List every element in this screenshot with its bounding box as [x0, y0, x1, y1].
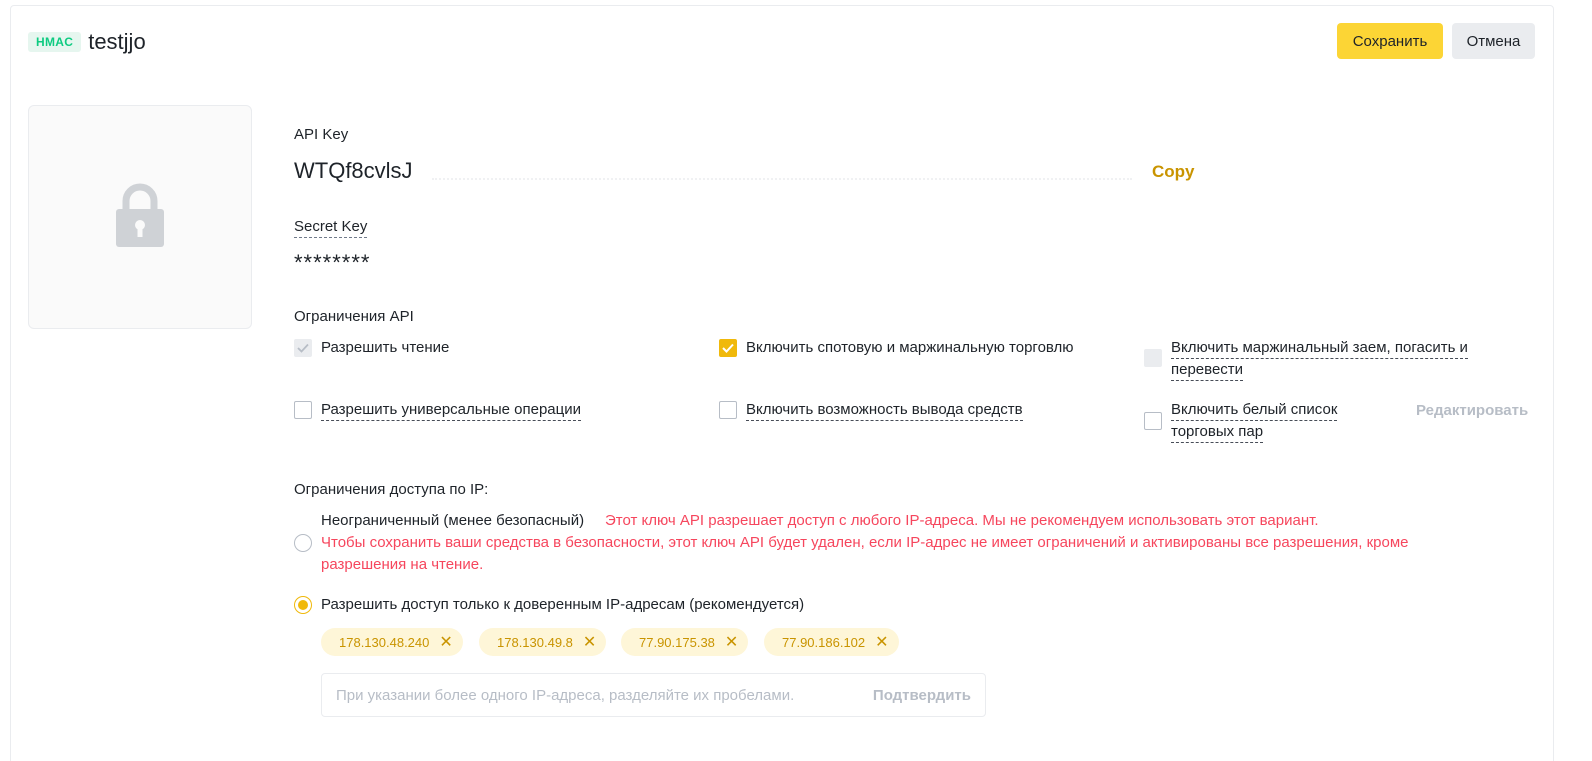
lock-icon — [112, 181, 168, 254]
spot-margin-trading-label: Включить спотовую и маржинальную торговлю — [746, 339, 1074, 356]
read-permission-checkbox — [294, 339, 312, 357]
close-icon[interactable]: ✕ — [439, 634, 453, 651]
universal-transfer-label: Разрешить универсальные операции — [321, 401, 581, 421]
key-name: testjjo — [88, 29, 146, 54]
copy-api-key-link[interactable]: Copy — [1152, 162, 1195, 181]
ip-address: 77.90.175.38 — [639, 634, 715, 650]
unrestricted-warning-2: Чтобы сохранить ваши средства в безопасности, этот ключ API будет удален, если IP-адрес не имеет ограничений и активированы все разрешения, кроме — [321, 534, 1409, 551]
trusted-ip-label: Разрешить доступ только к доверенным IP-адресам (рекомендуется) — [321, 596, 805, 613]
ip-chip — [321, 628, 463, 656]
api-key-label: API Key — [294, 126, 349, 143]
confirm-ip-button[interactable]: Подтвердить — [872, 686, 971, 704]
ip-address: 178.130.49.8 — [497, 634, 573, 650]
spot-margin-trading-checkbox[interactable] — [719, 339, 737, 357]
qr-code-placeholder — [28, 105, 252, 329]
check-icon — [297, 343, 309, 353]
hmac-badge: HMAC — [28, 32, 81, 52]
universal-transfer-checkbox[interactable] — [294, 401, 312, 419]
withdrawals-checkbox[interactable] — [719, 401, 737, 419]
close-icon[interactable]: ✕ — [875, 634, 889, 651]
close-icon[interactable]: ✕ — [724, 634, 739, 651]
ip-address: 178.130.48.240 — [339, 634, 430, 650]
read-permission-label: Разрешить чтение — [321, 339, 450, 356]
api-key-redaction — [432, 162, 1132, 180]
close-icon[interactable]: ✕ — [582, 634, 597, 651]
ip-input-container — [321, 673, 986, 717]
ip-chip — [764, 628, 899, 656]
key-header — [28, 24, 146, 60]
check-icon — [722, 343, 734, 353]
margin-loan-label: Включить маржинальный заем, погасить и перевести — [1171, 339, 1468, 381]
ip-chip — [621, 628, 748, 656]
ip-address: 77.90.186.102 — [782, 634, 866, 650]
ip-address-input[interactable] — [336, 687, 857, 704]
unrestricted-warning-3: разрешения на чтение. — [321, 556, 484, 573]
trusted-ip-radio[interactable] — [294, 596, 312, 614]
unrestricted-ip-radio[interactable] — [294, 534, 312, 552]
save-button[interactable]: Сохранить — [1337, 23, 1443, 59]
symbol-whitelist-checkbox[interactable] — [1144, 412, 1162, 430]
ip-restrictions-title: Ограничения доступа по IP: — [294, 481, 489, 498]
secret-key-value: ******** — [294, 250, 371, 275]
api-key-value: WTQf8cvlsJ — [294, 158, 413, 183]
restrictions-title: Ограничения API — [294, 308, 414, 325]
unrestricted-warning-1: Этот ключ API разрешает доступ с любого IP-адреса. Мы не рекомендуем использовать этот вариант. — [605, 512, 1319, 529]
margin-loan-checkbox — [1144, 349, 1162, 367]
ip-chip — [479, 628, 606, 656]
withdrawals-label: Включить возможность вывода средств — [746, 401, 1023, 421]
secret-key-label: Secret Key — [294, 218, 367, 238]
unrestricted-ip-label: Неограниченный (менее безопасный) — [321, 512, 585, 529]
symbol-whitelist-label: Включить белый список торговых пар — [1171, 401, 1337, 443]
cancel-button[interactable]: Отмена — [1452, 23, 1535, 59]
edit-whitelist-link[interactable]: Редактировать — [1416, 402, 1529, 419]
